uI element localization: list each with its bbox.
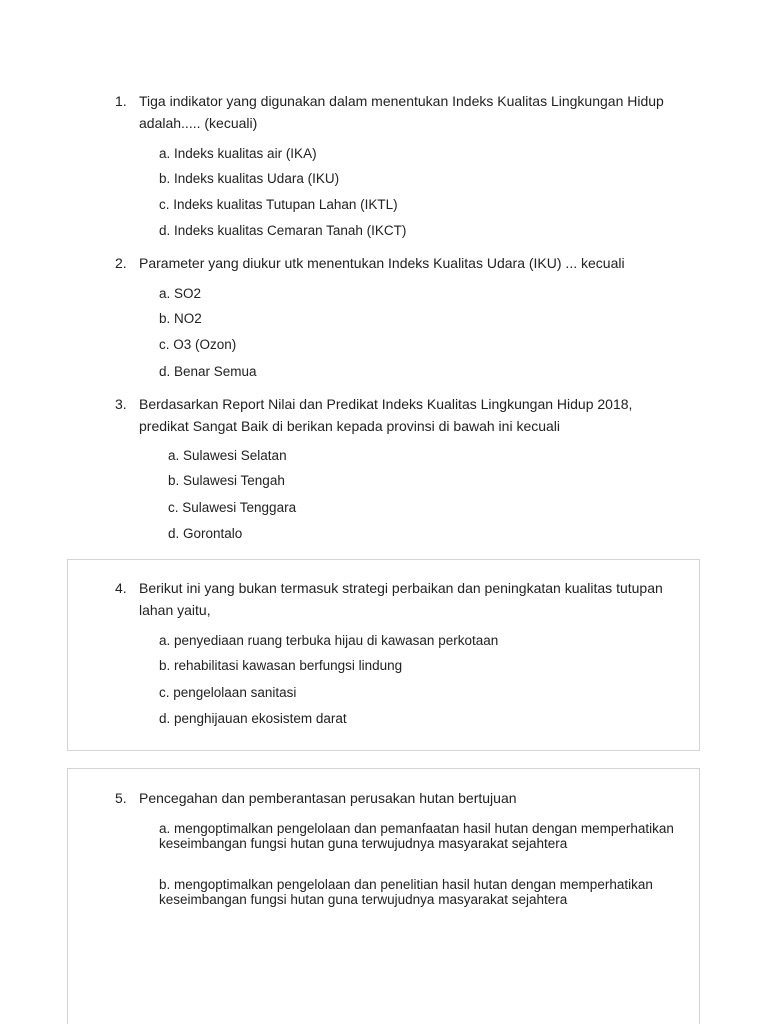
question-3-option-c[interactable]: c. Sulawesi Tenggara bbox=[168, 500, 297, 515]
question-5-text: Pencegahan dan pemberantasan perusakan hutan bertujuan bbox=[139, 790, 517, 806]
question-1-option-b[interactable]: b. Indeks kualitas Udara (IKU) bbox=[159, 171, 340, 186]
question-1-option-c[interactable]: c. Indeks kualitas Tutupan Lahan (IKTL) bbox=[159, 197, 398, 212]
question-1-number: 1. bbox=[115, 93, 127, 109]
question-1-option-d[interactable]: d. Indeks kualitas Cemaran Tanah (IKCT) bbox=[159, 223, 407, 238]
question-5 bbox=[115, 787, 675, 809]
question-2-number: 2. bbox=[115, 255, 127, 271]
question-3-option-a[interactable]: a. Sulawesi Selatan bbox=[168, 448, 287, 463]
question-4-option-d[interactable]: d. penghijauan ekosistem darat bbox=[159, 711, 347, 726]
question-2 bbox=[115, 252, 675, 274]
question-4-option-c[interactable]: c. pengelolaan sanitasi bbox=[159, 685, 297, 700]
question-2-text: Parameter yang diukur utk menentukan Indeks Kualitas Udara (IKU) ... kecuali bbox=[139, 255, 625, 271]
question-1-option-a[interactable]: a. Indeks kualitas air (IKA) bbox=[159, 146, 317, 161]
question-5-number: 5. bbox=[115, 790, 127, 806]
question-1 bbox=[115, 90, 675, 134]
question-2-option-b[interactable]: b. NO2 bbox=[159, 311, 202, 326]
question-2-option-c[interactable]: c. O3 (Ozon) bbox=[159, 337, 237, 352]
question-5-option-b[interactable]: b. mengoptimalkan pengelolaan dan penelitian hasil hutan dengan memperhatikan keseimbangan fungsi hutan guna terwujudnya masyarakat sejahtera bbox=[159, 877, 653, 907]
question-3-number: 3. bbox=[115, 396, 127, 412]
question-4-number: 4. bbox=[115, 580, 127, 596]
question-3 bbox=[115, 393, 675, 437]
question-4 bbox=[115, 577, 675, 621]
question-1-text: Tiga indikator yang digunakan dalam menentukan Indeks Kualitas Lingkungan Hidup adalah..... (kecuali) bbox=[139, 93, 664, 131]
question-4-option-a[interactable]: a. penyediaan ruang terbuka hijau di kawasan perkotaan bbox=[159, 633, 499, 648]
question-3-option-d[interactable]: d. Gorontalo bbox=[168, 526, 243, 541]
question-5-option-a[interactable]: a. mengoptimalkan pengelolaan dan pemanfaatan hasil hutan dengan memperhatikan keseimbangan fungsi hutan guna terwujudnya masyarakat sejahtera bbox=[159, 821, 674, 851]
question-2-option-d[interactable]: d. Benar Semua bbox=[159, 364, 257, 379]
question-3-option-b[interactable]: b. Sulawesi Tengah bbox=[168, 473, 285, 488]
question-4-text: Berikut ini yang bukan termasuk strategi perbaikan dan peningkatan kualitas tutupan lahan yaitu, bbox=[139, 580, 663, 618]
question-3-text: Berdasarkan Report Nilai dan Predikat Indeks Kualitas Lingkungan Hidup 2018, predikat Sangat Baik di berikan kepada provinsi di bawah ini kecuali bbox=[139, 396, 633, 434]
question-4-option-b[interactable]: b. rehabilitasi kawasan berfungsi lindung bbox=[159, 658, 403, 673]
question-2-option-a[interactable]: a. SO2 bbox=[159, 286, 202, 301]
